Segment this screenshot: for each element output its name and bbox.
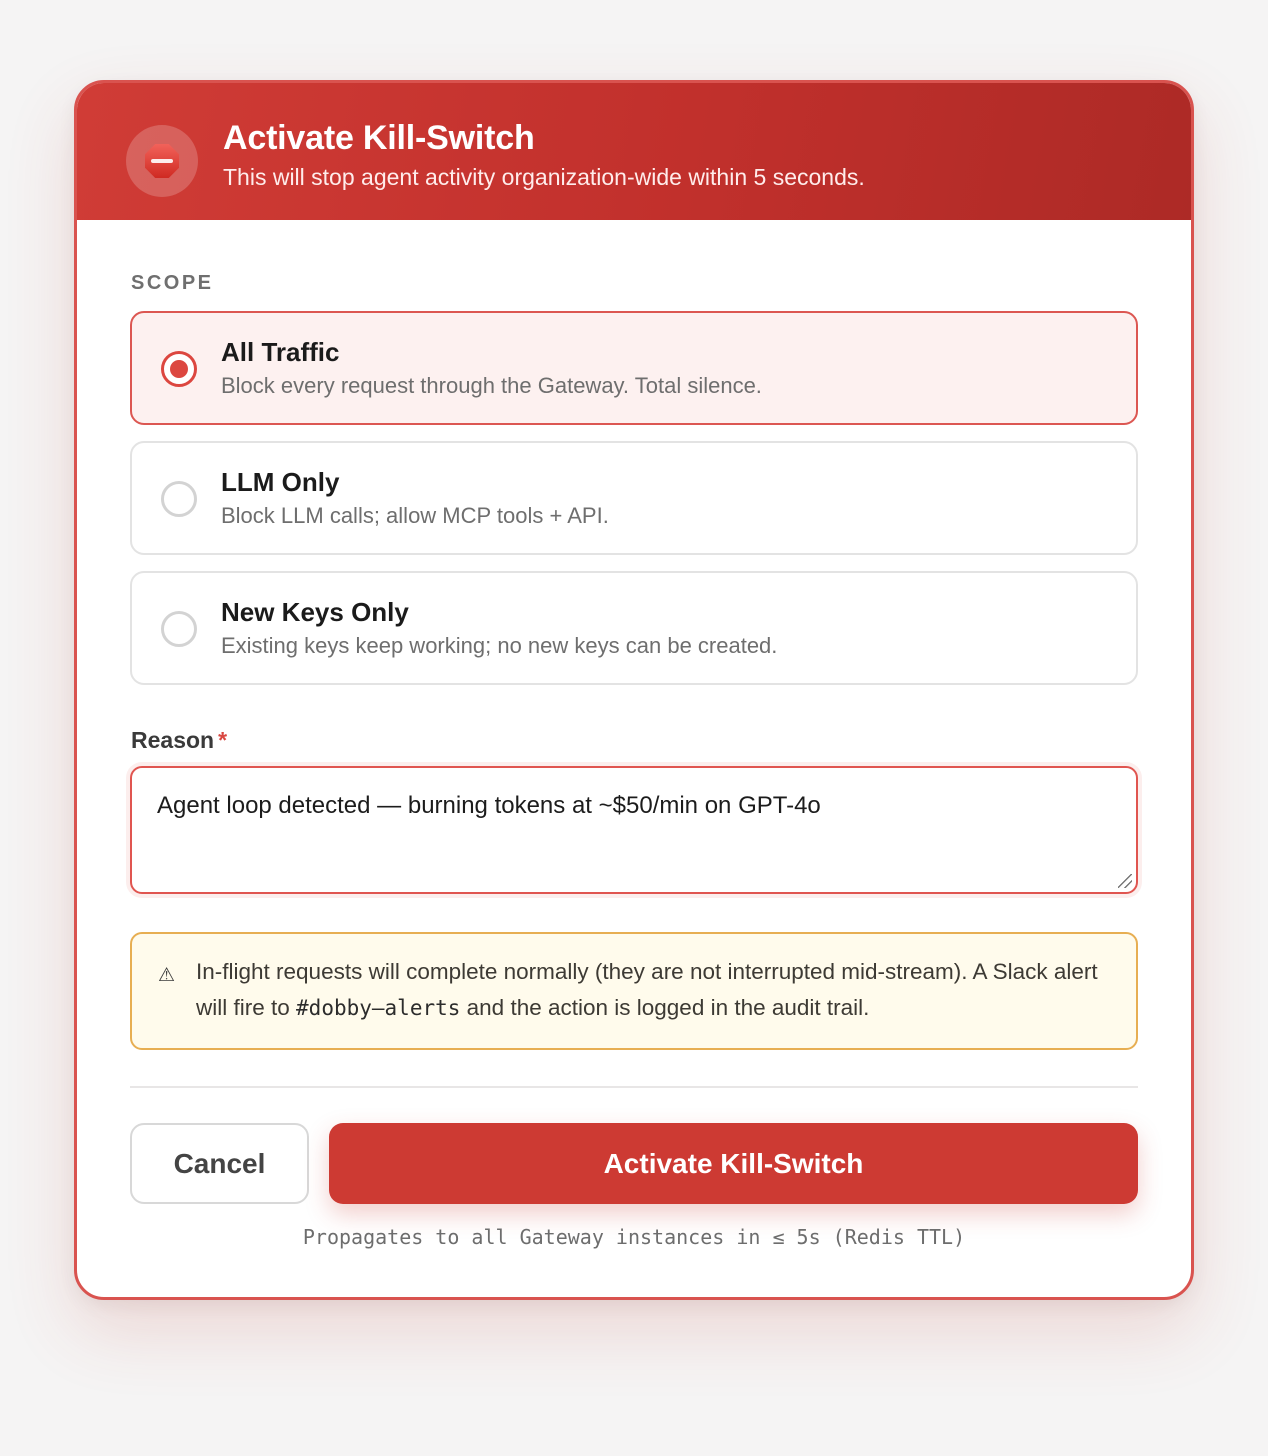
kill-switch-modal [74,80,1194,1300]
modal-title: Activate Kill-Switch [223,119,535,157]
radio-button[interactable] [161,611,197,647]
warning-text-after: and the action is logged in the audit trail. [460,995,870,1020]
reason-label [131,727,227,754]
warning-icon: ⚠ [158,965,176,986]
option-title: New Keys Only [221,597,409,627]
scope-option-llm-only[interactable] [130,441,1138,555]
activate-kill-switch-button[interactable]: Activate Kill-Switch [329,1123,1138,1204]
divider [130,1086,1138,1088]
cancel-button[interactable]: Cancel [130,1123,309,1204]
propagation-footnote: Propagates to all Gateway instances in ≤ 5s (Redis TTL) [302,1225,966,1249]
stop-sign-icon [145,144,179,178]
warning-callout [130,932,1138,1050]
scope-option-all-traffic[interactable] [130,311,1138,425]
option-description: Block every request through the Gateway. Total silence. [221,373,762,398]
scope-option-new-keys-only[interactable] [130,571,1138,685]
required-marker: * [218,727,228,753]
option-title: All Traffic [221,337,340,367]
radio-button-selected[interactable] [161,351,197,387]
slack-channel-name: #dobby—alerts [296,996,461,1020]
radio-button[interactable] [161,481,197,517]
warning-text-before: In-flight requests will complete normally (they are not interrupted mid-stream). A Slack alert will fire to [196,959,1098,1020]
resize-handle-icon[interactable] [1118,874,1132,888]
option-description: Block LLM calls; allow MCP tools + API. [221,503,609,528]
modal-header [77,83,1191,220]
header-icon-badge [126,125,198,197]
reason-label-text: Reason [131,727,215,753]
option-description: Existing keys keep working; no new keys can be created. [221,633,778,658]
modal-subtitle: This will stop agent activity organization-wide within 5 seconds. [223,164,865,190]
reason-textarea[interactable] [130,766,1138,894]
warning-text [196,954,1126,1026]
option-title: LLM Only [221,467,340,497]
reason-textarea-value[interactable]: Agent loop detected — burning tokens at ~$50/min on GPT-4o [157,792,821,819]
scope-label: SCOPE [131,272,214,294]
